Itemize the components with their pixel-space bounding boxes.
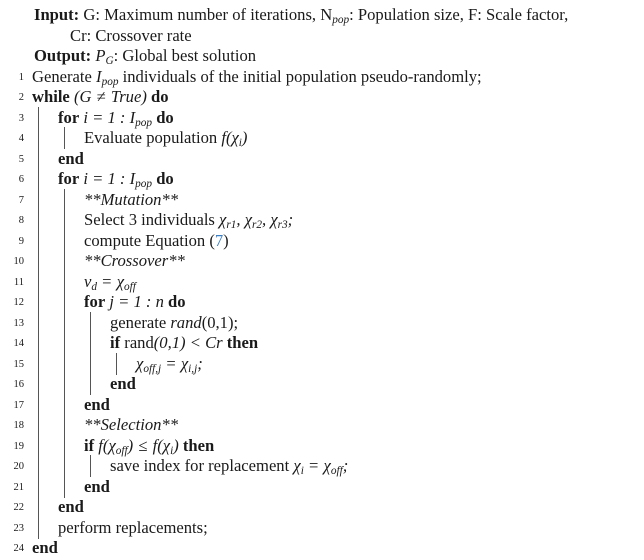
line-number: 10	[13, 256, 24, 267]
algorithm-line-7	[0, 190, 644, 211]
indent-guide	[64, 250, 65, 272]
indent-guide	[90, 455, 91, 477]
algorithm-header	[0, 0, 644, 67]
line-content: compute Equation (7)	[84, 230, 229, 250]
indent-guide	[38, 517, 39, 539]
algorithm-line-4	[0, 128, 644, 149]
algorithm-line-3	[0, 108, 644, 129]
indent-guide	[64, 414, 65, 436]
keyword-do: do	[168, 292, 186, 311]
algorithm-line-2	[0, 87, 644, 108]
line-number: 1	[18, 71, 24, 83]
input-line-text	[34, 5, 568, 28]
algorithm-line-1	[0, 67, 644, 88]
math-rand: rand	[170, 312, 202, 332]
input-text-part1: G: Maximum number of iterations, N	[79, 5, 333, 24]
line-content: end	[58, 148, 84, 168]
math-chi-r-list: $\chi_{r1}$, $\chi_{r2}$, $\chi_{r3}$;	[219, 210, 294, 232]
line-number: 2	[18, 92, 24, 103]
indent-guide	[64, 394, 65, 416]
for-range: j = 1 : n	[109, 292, 164, 311]
indent-guide	[38, 455, 39, 477]
line-number: 4	[18, 133, 24, 144]
indent-guide	[38, 250, 39, 272]
keyword-do: do	[151, 87, 169, 106]
algorithm-line-13	[0, 313, 644, 334]
indent-guide	[64, 373, 65, 395]
line-content: Select 3 individuals $\chi_{r1}$, $\chi_{r2}$, $\chi_{r3}$;	[84, 210, 294, 232]
line-content: $\chi_{off,j} = \chi_{i,j}$;	[136, 353, 203, 375]
indent-guide	[38, 148, 39, 170]
indent-guide	[64, 291, 65, 313]
keyword-if: if	[84, 435, 95, 455]
input-continuation-text: Cr: Crossover rate	[70, 25, 192, 45]
indent-guide	[64, 312, 65, 334]
keyword-then: then	[226, 333, 259, 352]
if-condition: (0,1) < Cr	[153, 333, 223, 352]
algorithm-line-6	[0, 169, 644, 190]
indent-guide	[38, 271, 39, 293]
indent-guide	[38, 291, 39, 313]
algorithm-line-8	[0, 210, 644, 231]
line-number: 6	[18, 174, 24, 185]
input-line	[0, 5, 644, 26]
algorithm-line-5	[0, 149, 644, 170]
keyword-while: while	[32, 87, 70, 106]
indent-guide	[38, 373, 39, 395]
line-content: if rand(0,1) < Cr then	[110, 333, 259, 352]
indent-guide	[64, 332, 65, 354]
line-content: end	[84, 476, 110, 496]
equation-reference-link[interactable]: 7	[214, 230, 224, 250]
line-content: Evaluate population $f(\chi_i)$	[84, 128, 248, 150]
algorithm-line-10	[0, 251, 644, 272]
indent-guide	[38, 414, 39, 436]
algorithm-line-22	[0, 497, 644, 518]
math-Ipop: $I_{pop}$	[96, 66, 119, 88]
keyword-do: do	[156, 107, 174, 127]
line-content: perform replacements;	[58, 517, 208, 537]
output-line-text	[34, 46, 256, 69]
indent-guide	[90, 332, 91, 354]
algorithm-line-12	[0, 292, 644, 313]
line-number: 20	[13, 461, 24, 472]
indent-guide	[38, 189, 39, 211]
algorithm-line-17	[0, 395, 644, 416]
indent-guide	[38, 168, 39, 190]
indent-guide	[64, 476, 65, 498]
line-content	[84, 436, 214, 459]
line-content	[58, 169, 174, 192]
indent-guide	[64, 271, 65, 293]
indent-guide	[38, 209, 39, 231]
indent-guide	[38, 496, 39, 518]
keyword-for: for	[84, 292, 106, 311]
line-number: 12	[13, 297, 24, 308]
math-chi-assign: $\chi_i = \chi_{off}$;	[293, 456, 349, 478]
algorithm-line-15	[0, 354, 644, 375]
indent-guide	[38, 312, 39, 334]
indent-guide	[38, 332, 39, 354]
indent-guide	[38, 435, 39, 457]
algorithm-line-19	[0, 436, 644, 457]
algorithm-line-18	[0, 415, 644, 436]
line-content: $v_d = \chi_{off}$	[84, 271, 136, 293]
math-f-chi-i: $f(\chi_i)$	[221, 128, 248, 150]
algorithm-line-16	[0, 374, 644, 395]
line-number: 18	[13, 420, 24, 431]
indent-guide	[38, 127, 39, 149]
line-number: 9	[18, 235, 24, 247]
keyword-for: for	[58, 107, 80, 127]
line-number: 19	[13, 440, 24, 452]
line-content: **Crossover**	[84, 251, 185, 270]
indent-guide	[38, 230, 39, 252]
keyword-do: do	[156, 169, 174, 188]
line-content: save index for replacement $\chi_i = \chi_{off}$;	[110, 456, 349, 478]
line-number: 8	[18, 215, 24, 226]
line-number: 22	[13, 502, 24, 513]
keyword-then: then	[182, 435, 215, 455]
indent-guide	[64, 209, 65, 231]
keyword-if: if	[110, 333, 121, 352]
indent-guide	[116, 353, 117, 375]
indent-guide	[90, 373, 91, 395]
output-text: : Global best solution	[113, 46, 257, 65]
line-content: end	[58, 497, 84, 516]
for-range: i = 1 : $I_{pop}$	[83, 169, 153, 191]
algorithm-line-14	[0, 333, 644, 354]
algorithm-line-11	[0, 272, 644, 293]
indent-guide	[64, 435, 65, 457]
line-number: 14	[13, 338, 24, 349]
line-content: Generate $I_{pop}$ individuals of the initial population pseudo-randomly;	[32, 66, 482, 88]
output-keyword: Output:	[34, 46, 92, 65]
for-range: i = 1 : $I_{pop}$	[83, 107, 153, 129]
line-content: **Selection**	[84, 415, 179, 434]
indent-guide	[38, 353, 39, 375]
line-content	[84, 292, 186, 313]
line-content: end	[32, 538, 58, 557]
output-symbol: $P_G$	[95, 46, 114, 68]
if-condition: $f(\chi_{off}) \le f(\chi_i)$	[98, 435, 179, 457]
while-condition: (G ≠ True)	[73, 87, 147, 106]
algorithm-line-21	[0, 477, 644, 498]
input-continuation-line	[0, 26, 644, 47]
indent-guide	[64, 353, 65, 375]
line-content: **Mutation**	[84, 189, 179, 209]
line-content: generate rand(0,1);	[110, 312, 239, 332]
algorithm-body	[0, 67, 644, 559]
indent-guide	[90, 312, 91, 334]
line-content	[32, 87, 169, 108]
indent-guide	[38, 394, 39, 416]
line-number: 5	[18, 153, 24, 165]
line-number: 24	[13, 543, 24, 554]
line-number: 15	[13, 358, 24, 370]
algorithm-line-24	[0, 538, 644, 559]
line-number: 17	[13, 399, 24, 411]
indent-guide	[64, 230, 65, 252]
line-number: 21	[13, 481, 24, 493]
line-content	[58, 108, 174, 131]
indent-guide	[38, 476, 39, 498]
line-number: 3	[18, 112, 24, 124]
output-line	[0, 46, 644, 67]
line-number: 11	[13, 276, 24, 288]
indent-guide	[64, 455, 65, 477]
input-npop-subscript: pop	[332, 14, 350, 27]
indent-guide	[64, 189, 65, 211]
line-content: end	[110, 374, 136, 393]
keyword-for: for	[58, 169, 80, 188]
line-number: 7	[18, 194, 24, 206]
input-text-part2: : Population size, F: Scale factor,	[349, 5, 569, 24]
algorithm-line-23	[0, 518, 644, 539]
line-number: 23	[13, 522, 24, 534]
indent-guide	[38, 107, 39, 129]
indent-guide	[90, 353, 91, 375]
algorithm-line-20	[0, 456, 644, 477]
input-keyword: Input:	[34, 5, 80, 24]
indent-guide	[64, 127, 65, 149]
line-content: end	[84, 394, 110, 414]
algorithm-line-9	[0, 231, 644, 252]
line-number: 13	[13, 317, 24, 329]
line-number: 16	[13, 379, 24, 390]
